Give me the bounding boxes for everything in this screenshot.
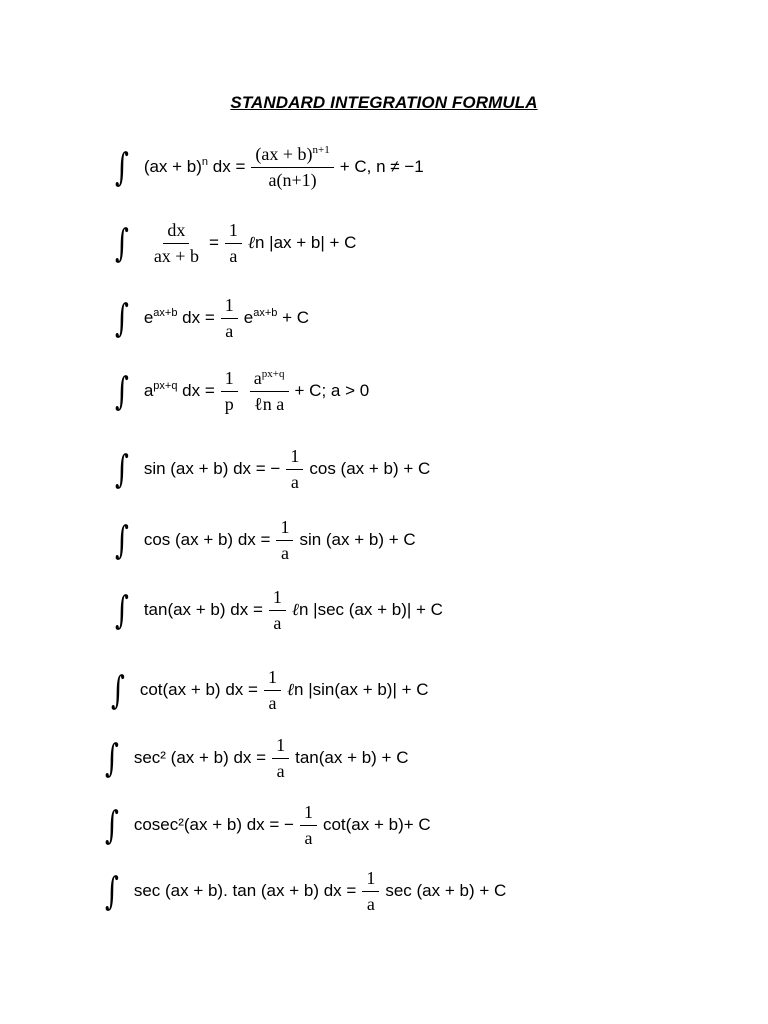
- formula-rhs: ℓn |ax + b| + C: [247, 233, 357, 252]
- integral-sign: ∫: [114, 518, 129, 562]
- formula-secant-tangent: [102, 866, 506, 916]
- fraction: [221, 366, 238, 416]
- fraction-denominator: a: [290, 471, 299, 492]
- formula-rhs: cos (ax + b) + C: [309, 459, 431, 478]
- fraction-denominator: ℓn a: [254, 393, 285, 414]
- fraction-denominator: a: [280, 542, 289, 563]
- formula-rhs: + C; a > 0: [294, 381, 370, 400]
- formula-lhs: sec (ax + b). tan (ax + b) dx =: [133, 881, 357, 900]
- fraction-denominator: a: [268, 692, 277, 713]
- formula-cosecant-squared: [102, 800, 431, 850]
- formula-rhs: tan(ax + b) + C: [295, 748, 409, 767]
- fraction-denominator: ax + b: [153, 245, 199, 266]
- formula-rhs: $e^{ax+b} + C$: [243, 307, 310, 327]
- integral-sign: ∫: [114, 447, 129, 491]
- fraction-denominator: p: [224, 393, 234, 414]
- fraction-numerator: 1: [300, 800, 317, 826]
- formula-lhs: $a^{px+q}$ dx =: [143, 380, 215, 400]
- formula-rhs: ℓn |sec (ax + b)| + C: [291, 600, 443, 619]
- formula-power-base: [112, 366, 369, 416]
- formula-rhs: cot(ax + b)+ C: [322, 815, 431, 834]
- fraction-numerator: 1: [276, 515, 293, 541]
- fraction: [150, 218, 203, 268]
- fraction-numerator: (ax + b)$^{n+1}$: [251, 142, 333, 168]
- formula-power-rule: [112, 142, 424, 192]
- formula-rhs: sec (ax + b) + C: [385, 881, 507, 900]
- integral-sign: ∫: [110, 668, 125, 712]
- formula-log-rule: [112, 218, 356, 268]
- fraction: [286, 444, 303, 494]
- fraction-numerator: 1: [362, 866, 379, 892]
- fraction-denominator: a: [225, 320, 234, 341]
- fraction-numerator: 1: [269, 585, 286, 611]
- fraction: [276, 515, 293, 565]
- fraction: [250, 366, 289, 416]
- fraction: [221, 293, 238, 343]
- formula-exponential: [112, 293, 309, 343]
- formula-lhs: cot(ax + b) dx =: [139, 680, 258, 699]
- integral-sign: ∫: [104, 803, 119, 847]
- formula-rhs: sin (ax + b) + C: [299, 530, 416, 549]
- integral-sign: ∫: [114, 145, 129, 189]
- page-title: STANDARD INTEGRATION FORMULA: [230, 93, 538, 112]
- fraction: [251, 142, 333, 192]
- fraction: [225, 218, 242, 268]
- integral-sign: ∫: [104, 869, 119, 913]
- fraction-numerator: dx: [163, 218, 189, 244]
- fraction-denominator: a: [304, 827, 313, 848]
- fraction-numerator: 1: [286, 444, 303, 470]
- integral-sign: ∫: [114, 369, 129, 413]
- fraction: [269, 585, 286, 635]
- fraction-numerator: 1: [221, 293, 238, 319]
- formula-lhs: tan(ax + b) dx =: [143, 600, 263, 619]
- formula-lhs: sin (ax + b) dx = −: [143, 459, 281, 478]
- fraction: [300, 800, 317, 850]
- integral-sign: ∫: [104, 736, 119, 780]
- formula-lhs: (ax + b)$^n$ dx =: [143, 156, 246, 176]
- formula-secant-squared: [102, 733, 408, 783]
- formula-lhs: $e^{ax+b}$ dx =: [143, 307, 215, 327]
- formula-tangent: [112, 585, 443, 635]
- fraction-denominator: a(n+1): [268, 169, 317, 190]
- integral-sign: ∫: [114, 296, 129, 340]
- formula-sine: [112, 444, 430, 494]
- formula-lhs: sec² (ax + b) dx =: [133, 748, 267, 767]
- formula-cosine: [112, 515, 416, 565]
- fraction-denominator: a: [273, 612, 282, 633]
- fraction-numerator: 1: [264, 665, 281, 691]
- equals-sign: =: [208, 233, 219, 252]
- fraction-numerator: 1: [225, 218, 242, 244]
- integral-sign: ∫: [114, 588, 129, 632]
- formula-rhs: ℓn |sin(ax + b)| + C: [286, 680, 429, 699]
- fraction-numerator: $a^{px+q}$: [250, 366, 289, 392]
- fraction-numerator: 1: [221, 366, 238, 392]
- formula-lhs: cos (ax + b) dx =: [143, 530, 271, 549]
- formula-cotangent: [108, 665, 429, 715]
- fraction-numerator: 1: [272, 733, 289, 759]
- fraction-denominator: a: [276, 760, 285, 781]
- fraction: [264, 665, 281, 715]
- fraction: [362, 866, 379, 916]
- formula-rhs: + C, n ≠ −1: [339, 157, 424, 176]
- fraction-denominator: a: [366, 893, 375, 914]
- formula-lhs: cosec²(ax + b) dx = −: [133, 815, 294, 834]
- fraction: [272, 733, 289, 783]
- fraction-denominator: a: [229, 245, 238, 266]
- integral-sign: ∫: [114, 221, 129, 265]
